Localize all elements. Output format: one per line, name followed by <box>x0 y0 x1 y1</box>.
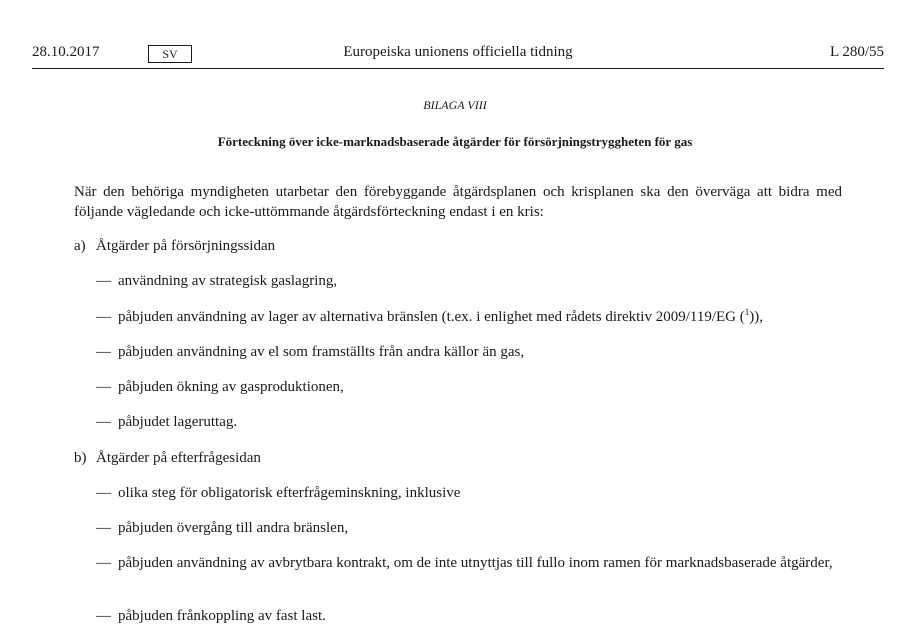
list-item-text: påbjudet lageruttag. <box>118 414 238 430</box>
section-b-mark: b) <box>74 450 87 466</box>
list-item <box>96 412 842 432</box>
dash-marker: — <box>96 520 111 536</box>
section-b-heading <box>74 448 261 468</box>
journal-title: Europeiska unionens officiella tidning <box>343 44 573 60</box>
footnote-tail: )), <box>749 309 763 325</box>
list-item-text: påbjuden övergång till andra bränslen, <box>118 520 349 536</box>
list-item <box>96 518 842 538</box>
list-item-text: påbjuden användning av avbrytbara kontrakt, om de inte utnyttjas till fullo inom ramen för marknadsbaserade åtgärder, <box>118 555 833 571</box>
dash-marker: — <box>96 555 111 571</box>
dash-marker: — <box>96 273 111 289</box>
intro-paragraph: När den behöriga myndigheten utarbetar den förebyggande åtgärdsplanen och krisplanen ska den överväga att bidra med följande vägledande och icke-uttömmande åtgärdsförteckning endast i en kris: <box>74 184 842 220</box>
dash-marker: — <box>96 414 111 430</box>
list-item-text: påbjuden ökning av gasproduktionen, <box>118 379 344 395</box>
list-item <box>96 307 842 327</box>
list-item <box>96 342 842 362</box>
list-item-text: påbjuden frånkoppling av fast last. <box>118 608 326 624</box>
language-badge: SV <box>148 45 192 63</box>
list-item <box>96 271 842 291</box>
dash-marker: — <box>96 608 111 624</box>
list-item-text-footnoted <box>118 307 842 327</box>
list-item-text: användning av strategisk gaslagring, <box>118 273 338 289</box>
list-item <box>96 377 842 397</box>
page-reference: L 280/55 <box>829 44 884 60</box>
list-item <box>96 606 842 626</box>
section-a-mark: a) <box>74 238 86 254</box>
footnote-reference[interactable]: 1 <box>744 307 750 317</box>
dash-marker: — <box>96 485 111 501</box>
dash-marker: — <box>96 309 111 325</box>
annex-label: BILAGA VIII <box>423 98 487 112</box>
dash-marker: — <box>96 344 111 360</box>
page-header <box>32 44 884 64</box>
list-item-text: påbjuden användning av el som framställts från andra källor än gas, <box>118 344 525 360</box>
list-item <box>96 553 842 573</box>
section-a-heading <box>74 236 275 256</box>
dash-marker: — <box>96 379 111 395</box>
annex-title: Förteckning över icke-marknadsbaserade åtgärder för försörjningstryggheten för gas <box>217 134 693 149</box>
list-item-text: påbjuden användning av lager av alternativa bränslen (t.ex. i enlighet med rådets direktiv 2009/119/EG ( <box>118 309 745 325</box>
list-item-text: olika steg för obligatorisk efterfrågeminskning, inklusive <box>118 485 461 501</box>
publication-date: 28.10.2017 <box>32 44 100 60</box>
section-b-title: Åtgärder på efterfrågesidan <box>96 450 261 466</box>
section-a-title: Åtgärder på försörjningssidan <box>96 238 276 254</box>
header-rule <box>32 68 884 69</box>
list-item <box>96 483 842 503</box>
